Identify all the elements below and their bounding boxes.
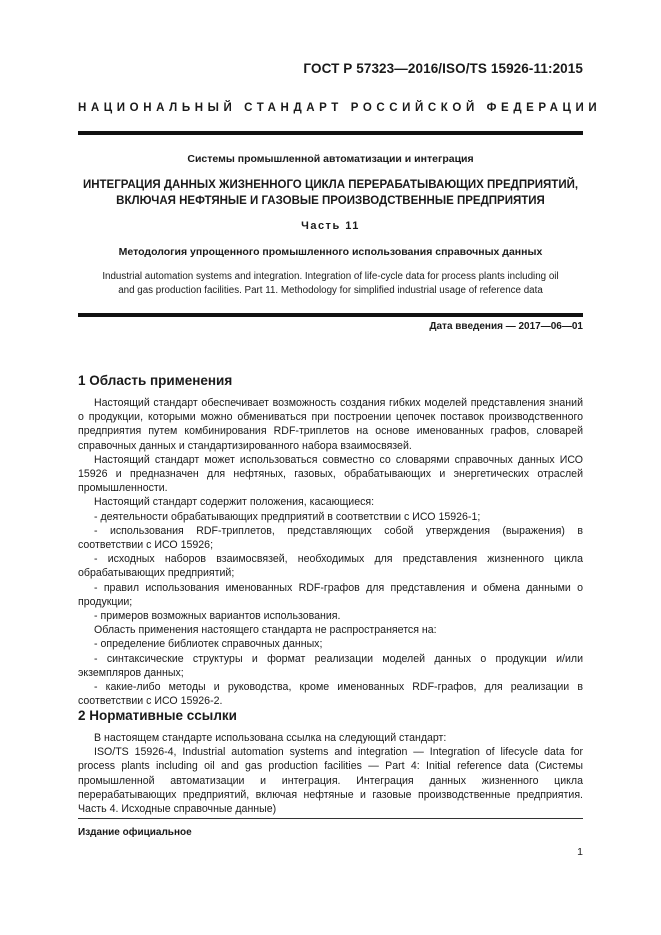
paragraph: Настоящий стандарт может использоваться совместно со словарями справочных данных ИСО 15926 и предназначен для нефтяных, газовых, обрабатывающих и энергетических отраслей промышленности.: [78, 453, 583, 495]
footer-rule: [78, 818, 583, 819]
list-item: - какие-либо методы и руководства, кроме именованных RDF-графов, для реализации в соответствии с ИСО 15926-2.: [78, 681, 583, 708]
section-2-body: [78, 731, 583, 816]
main-title-line-1: ИНТЕГРАЦИЯ ДАННЫХ ЖИЗНЕННОГО ЦИКЛА ПЕРЕРАБАТЫВАЮЩИХ ПРЕДПРИЯТИЙ,: [82, 179, 579, 191]
paragraph: В настоящем стандарте использована ссылка на следующий стандарт:: [94, 732, 447, 744]
section-1-body: [78, 396, 583, 708]
top-rule: [78, 131, 583, 135]
paragraph: Настоящий стандарт содержит положения, касающиеся:: [94, 496, 375, 509]
introduction-date: Дата введения — 2017—06—01: [429, 321, 583, 332]
official-edition-label: Издание официальное: [78, 827, 192, 838]
paragraph: ISO/TS 15926-4, Industrial automation systems and integration — Integration of lifecycle data for process plants including oil and gas production facilities — Part 4: Initial reference data (Системы промышленной автоматизации и интеграция. Интеграция данных жизненного цикла перерабатывающих предприятий, включая нефтяные и газовые производственные предприятия. Часть 4. Исходные справочные данные): [78, 746, 583, 816]
paragraph: Область применения настоящего стандарта не распространяется на:: [94, 624, 437, 637]
english-title-line-2: and gas production facilities. Part 11. Methodology for simplified industrial usage of reference data: [118, 285, 543, 296]
page-number: 1: [577, 846, 583, 858]
main-title: [78, 177, 583, 209]
list-item: - использования RDF-триплетов, представляющих собой утверждения (выражения) в соответствии с ИСО 15926;: [78, 524, 583, 552]
section-2-heading: 2 Нормативные ссылки: [78, 708, 237, 723]
main-title-line-2: ВКЛЮЧАЯ НЕФТЯНЫЕ И ГАЗОВЫЕ ПРОИЗВОДСТВЕННЫЕ ПРЕДПРИЯТИЯ: [116, 195, 545, 207]
bottom-rule: [78, 313, 583, 317]
national-standard-heading: НАЦИОНАЛЬНЫЙ СТАНДАРТ РОССИЙСКОЙ ФЕДЕРАЦИИ: [78, 102, 602, 114]
document-code: ГОСТ Р 57323—2016/ISO/TS 15926-11:2015: [303, 61, 583, 76]
list-item: - правил использования именованных RDF-графов для представления и обмена данными о продукции;: [78, 581, 583, 608]
part-label: Часть 11: [301, 220, 360, 232]
english-title-line-1: Industrial automation systems and integration. Integration of life-cycle data for process plants including oil: [102, 271, 559, 282]
list-item: - синтаксические структуры и формат реализации моделей данных о продукции и/или экземпляров данных;: [78, 652, 583, 679]
list-item: - примеров возможных вариантов использования.: [94, 610, 341, 623]
english-title: [78, 270, 583, 298]
list-item: - исходных наборов взаимосвязей, необходимых для представления жизненного цикла обрабатывающих предприятий;: [78, 553, 583, 580]
list-item: - деятельности обрабатывающих предприятий в соответствии с ИСО 15926-1;: [94, 510, 481, 523]
series-title: Системы промышленной автоматизации и интеграция: [187, 153, 474, 165]
subtitle: Методология упрощенного промышленного использования справочных данных: [118, 246, 543, 258]
paragraph: Настоящий стандарт обеспечивает возможность создания гибких моделей представления знаний о продукции, которыми можно обмениваться при построении цепочек поставок производственного предприятия путем комбинирования RDF-триплетов на основе именованных графов, словарей справочных данных и стандартизированного набора взаимосвязей.: [78, 397, 583, 452]
section-1-heading: 1 Область применения: [78, 373, 233, 388]
list-item: - определение библиотек справочных данных;: [94, 638, 323, 651]
